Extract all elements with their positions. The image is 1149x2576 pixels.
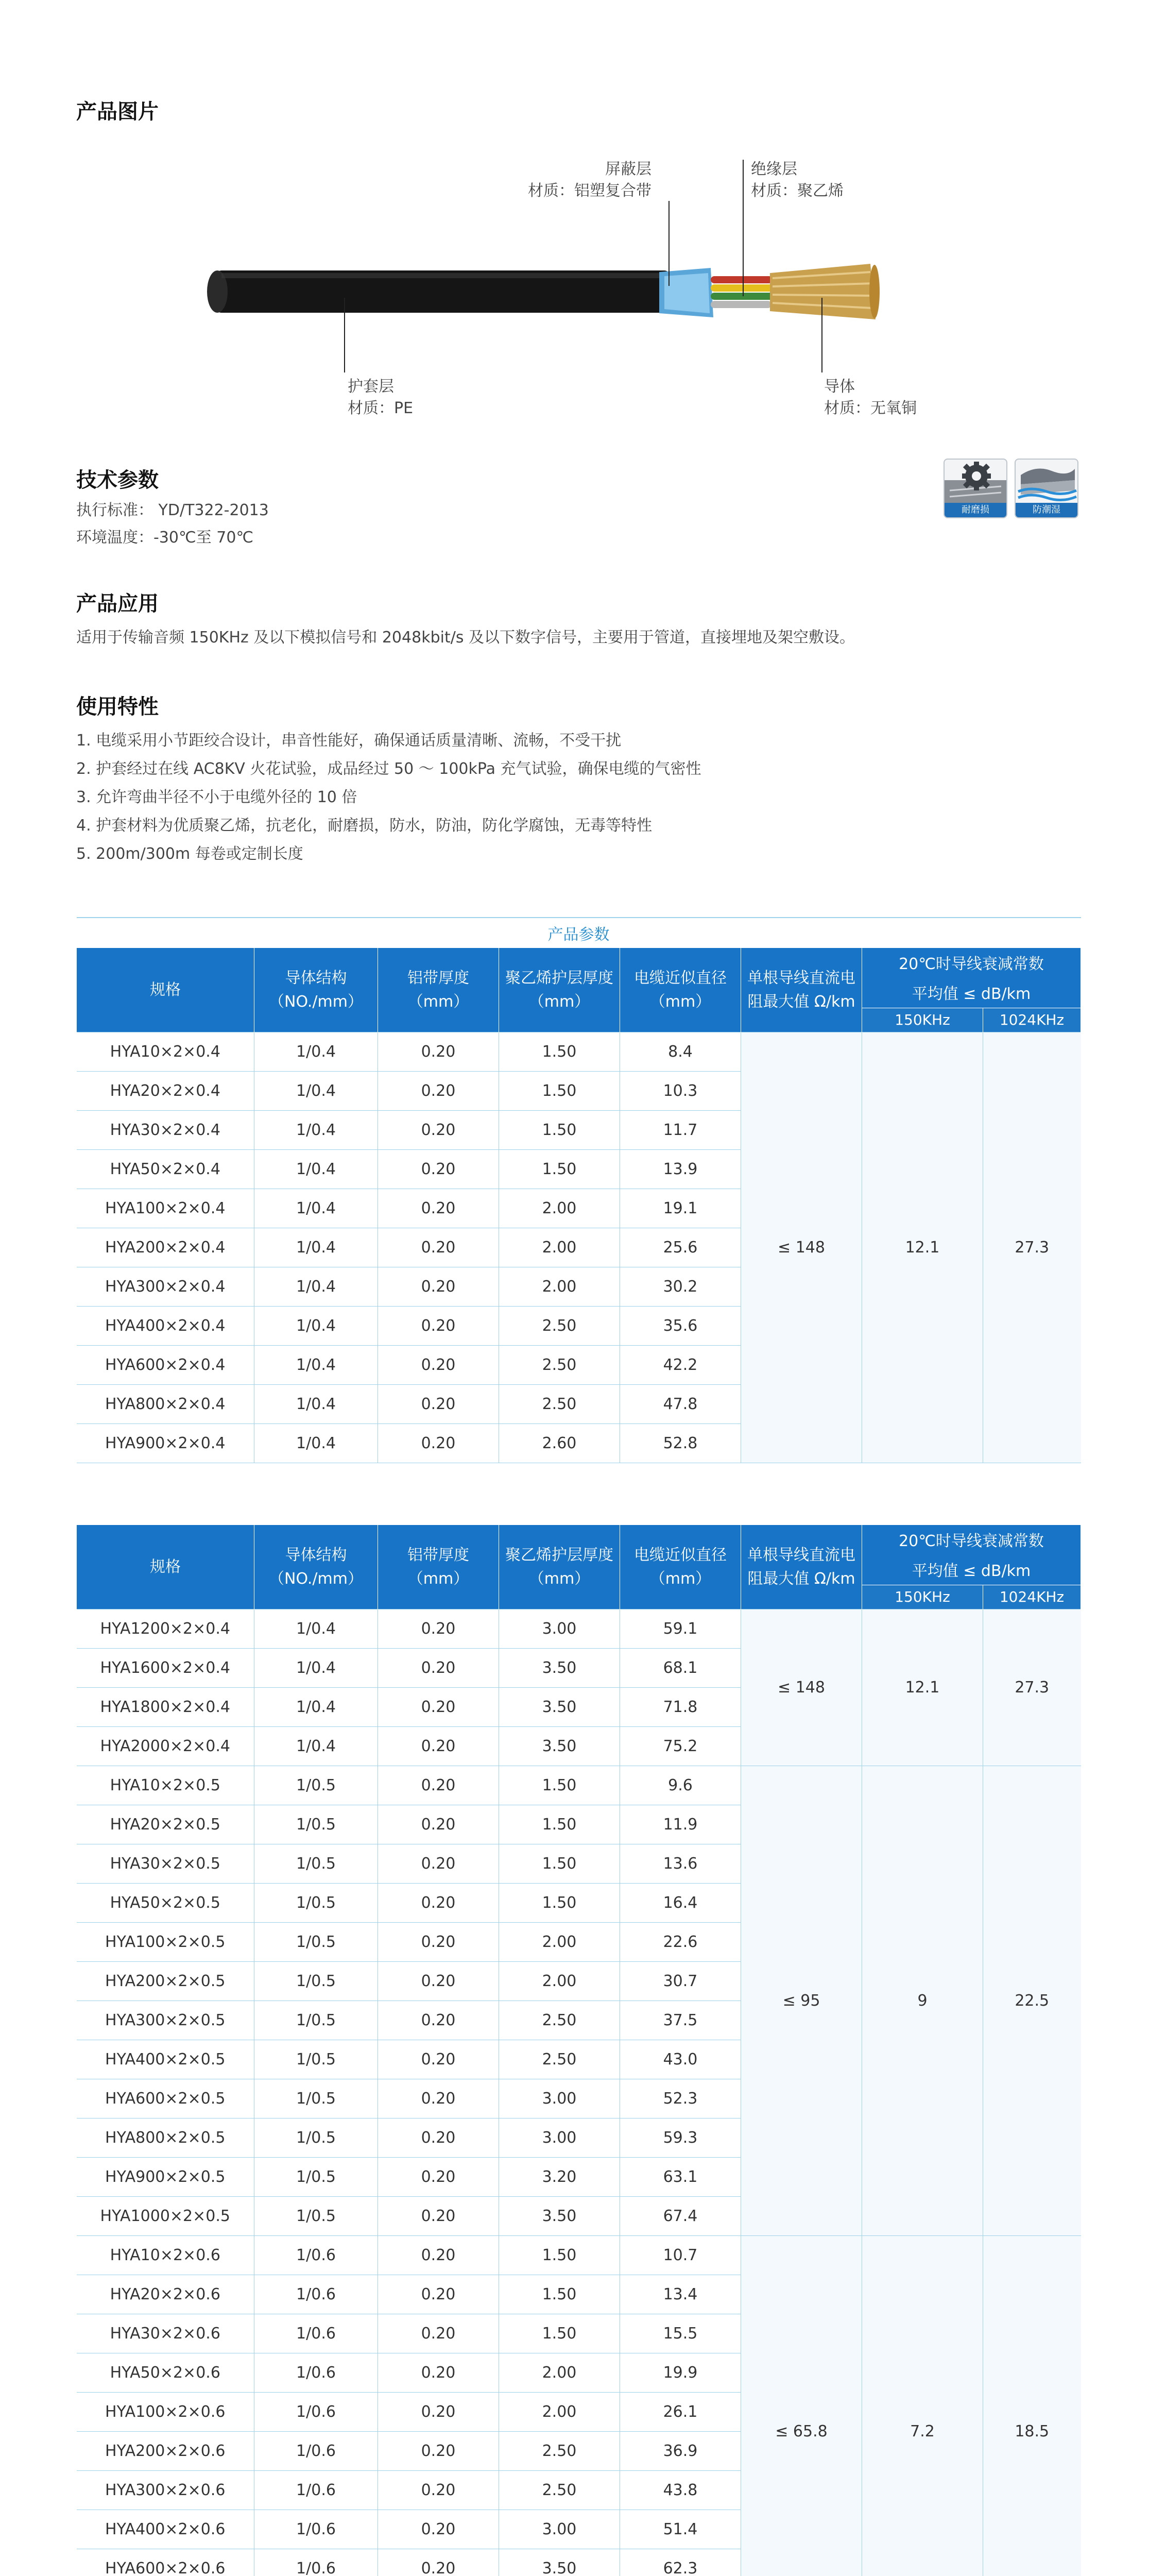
cell-od: 13.4: [620, 2275, 741, 2314]
cell-conductor: 1/0.4: [254, 1032, 378, 1072]
cell-od: 52.8: [620, 1424, 741, 1463]
cell-pe: 3.00: [499, 2079, 620, 2119]
cell-conductor: 1/0.4: [254, 1072, 378, 1111]
cell-od: 22.6: [620, 1923, 741, 1962]
cell-conductor: 1/0.4: [254, 1307, 378, 1346]
cell-conductor: 1/0.6: [254, 2471, 378, 2510]
cell-conductor: 1/0.4: [254, 1228, 378, 1267]
cell-foil: 0.20: [378, 1346, 499, 1385]
cell-foil: 0.20: [378, 2314, 499, 2353]
tech-standard: 执行标准： YD/T322-2013: [76, 501, 269, 519]
feature-item-5: 5. 200m/300m 每卷或定制长度: [76, 845, 303, 863]
callout-shield-material: 材质：铝塑复合带: [528, 182, 651, 200]
cell-pe: 2.50: [499, 2471, 620, 2510]
cell-conductor: 1/0.4: [254, 1688, 378, 1727]
cell-spec: HYA600×2×0.6: [77, 2549, 254, 2576]
cell-od: 19.9: [620, 2353, 741, 2393]
cell-pe: 1.50: [499, 2275, 620, 2314]
cell-foil: 0.20: [378, 1189, 499, 1228]
cell-foil: 0.20: [378, 2119, 499, 2158]
cell-pe: 2.00: [499, 1189, 620, 1228]
cell-pe: 2.00: [499, 2353, 620, 2393]
cell-conductor: 1/0.5: [254, 2197, 378, 2236]
cell-spec: HYA10×2×0.6: [77, 2236, 254, 2275]
cell-spec: HYA20×2×0.4: [77, 1072, 254, 1111]
cell-conductor: 1/0.4: [254, 1385, 378, 1424]
cell-foil: 0.20: [378, 1307, 499, 1346]
cell-conductor: 1/0.5: [254, 1923, 378, 1962]
cell-spec: HYA30×2×0.5: [77, 1844, 254, 1884]
cell-pe: 2.60: [499, 1424, 620, 1463]
cell-conductor: 1/0.6: [254, 2432, 378, 2471]
cell-od: 42.2: [620, 1346, 741, 1385]
cell-pe: 1.50: [499, 1805, 620, 1844]
section-title-tech: 技术参数: [76, 468, 159, 492]
callout-insulation: [751, 159, 844, 202]
cell-spec: HYA50×2×0.6: [77, 2353, 254, 2393]
cell-conductor: 1/0.5: [254, 2079, 378, 2119]
cell-spec: HYA900×2×0.4: [77, 1424, 254, 1463]
gear-icon: [945, 460, 1006, 503]
cell-pe: 3.50: [499, 1688, 620, 1727]
cell-spec: HYA200×2×0.6: [77, 2432, 254, 2471]
cell-od: 51.4: [620, 2510, 741, 2549]
water-resistant-icon: [1016, 460, 1077, 503]
callout-jacket: [348, 376, 413, 419]
section-title-features: 使用特性: [76, 695, 159, 719]
cell-dcr: ≤ 148: [741, 1032, 862, 1463]
cell-od: 35.6: [620, 1307, 741, 1346]
cell-spec: HYA10×2×0.4: [77, 1032, 254, 1072]
cell-pe: 3.50: [499, 2549, 620, 2576]
cell-foil: 0.20: [378, 1962, 499, 2001]
cell-od: 59.1: [620, 1609, 741, 1649]
cell-spec: HYA900×2×0.5: [77, 2158, 254, 2197]
cell-foil: 0.20: [378, 1688, 499, 1727]
cell-spec: HYA100×2×0.5: [77, 1923, 254, 1962]
cell-atten-150: 12.1: [862, 1032, 983, 1463]
cell-conductor: 1/0.4: [254, 1346, 378, 1385]
cell-conductor: 1/0.5: [254, 2040, 378, 2079]
cell-foil: 0.20: [378, 1923, 499, 1962]
callout-jacket-material: 材质：PE: [348, 399, 414, 417]
cell-foil: 0.20: [378, 1609, 499, 1649]
cell-od: 8.4: [620, 1032, 741, 1072]
cell-pe: 1.50: [499, 1884, 620, 1923]
cell-pe: 2.00: [499, 1267, 620, 1307]
cell-atten-150: 7.2: [862, 2236, 983, 2576]
cell-conductor: 1/0.6: [254, 2353, 378, 2393]
cell-dcr: ≤ 148: [741, 1609, 862, 1766]
cell-spec: HYA600×2×0.5: [77, 2079, 254, 2119]
col-header-foil: 铝带厚度 （mm）: [378, 1525, 499, 1609]
cell-pe: 1.50: [499, 1111, 620, 1150]
cell-pe: 3.50: [499, 2197, 620, 2236]
cable-illustration: [206, 242, 896, 340]
cell-foil: 0.20: [378, 2158, 499, 2197]
col-header-pe: 聚乙烯护层厚度 （mm）: [499, 948, 620, 1032]
cell-spec: HYA800×2×0.4: [77, 1385, 254, 1424]
cell-atten-1024: 18.5: [983, 2236, 1081, 2576]
cell-foil: 0.20: [378, 1267, 499, 1307]
cell-conductor: 1/0.6: [254, 2549, 378, 2576]
cell-foil: 0.20: [378, 2549, 499, 2576]
cell-spec: HYA50×2×0.5: [77, 1884, 254, 1923]
cell-foil: 0.20: [378, 1150, 499, 1189]
cell-spec: HYA10×2×0.5: [77, 1766, 254, 1805]
cell-od: 16.4: [620, 1884, 741, 1923]
cell-foil: 0.20: [378, 2079, 499, 2119]
cell-foil: 0.20: [378, 1766, 499, 1805]
cell-foil: 0.20: [378, 2353, 499, 2393]
col-header-conductor: 导体结构 （NO./mm）: [254, 948, 378, 1032]
cell-od: 47.8: [620, 1385, 741, 1424]
cell-pe: 1.50: [499, 2314, 620, 2353]
cell-spec: HYA400×2×0.5: [77, 2040, 254, 2079]
cell-od: 10.3: [620, 1072, 741, 1111]
cell-od: 67.4: [620, 2197, 741, 2236]
cell-conductor: 1/0.6: [254, 2275, 378, 2314]
cell-dcr: ≤ 95: [741, 1766, 862, 2236]
cell-conductor: 1/0.6: [254, 2236, 378, 2275]
cell-od: 43.0: [620, 2040, 741, 2079]
cell-pe: 2.50: [499, 1385, 620, 1424]
cell-pe: 3.50: [499, 1649, 620, 1688]
callout-conductor-material: 材质：无氧铜: [824, 399, 917, 417]
callout-jacket-title: 护套层: [348, 378, 394, 396]
col-header-atten-sub: 平均值 ≤ dB/km: [862, 981, 1081, 1008]
moisture-proof-badge: [1015, 459, 1078, 518]
cell-conductor: 1/0.4: [254, 1424, 378, 1463]
cell-pe: 3.00: [499, 2510, 620, 2549]
leader-line-jacket: [344, 298, 345, 372]
col-header-150khz: 150KHz: [862, 1008, 983, 1032]
cell-od: 26.1: [620, 2393, 741, 2432]
cell-spec: HYA300×2×0.5: [77, 2001, 254, 2040]
cell-conductor: 1/0.6: [254, 2393, 378, 2432]
cell-spec: HYA30×2×0.6: [77, 2314, 254, 2353]
cell-spec: HYA30×2×0.4: [77, 1111, 254, 1150]
cell-foil: 0.20: [378, 1072, 499, 1111]
cell-spec: HYA20×2×0.6: [77, 2275, 254, 2314]
cell-conductor: 1/0.4: [254, 1727, 378, 1766]
cell-spec: HYA1000×2×0.5: [77, 2197, 254, 2236]
cell-od: 19.1: [620, 1189, 741, 1228]
cell-pe: 2.00: [499, 2393, 620, 2432]
col-header-pe: 聚乙烯护层厚度 （mm）: [499, 1525, 620, 1609]
feature-item-3: 3. 允许弯曲半径不小于电缆外径的 10 倍: [76, 788, 357, 806]
spec-table-1: [76, 917, 1081, 1463]
callout-conductor-title: 导体: [824, 378, 855, 396]
cell-od: 59.3: [620, 2119, 741, 2158]
cell-spec: HYA2000×2×0.4: [77, 1727, 254, 1766]
section-title-application: 产品应用: [76, 592, 159, 616]
cell-pe: 1.50: [499, 1766, 620, 1805]
cell-od: 63.1: [620, 2158, 741, 2197]
cell-od: 75.2: [620, 1727, 741, 1766]
cell-spec: HYA600×2×0.4: [77, 1346, 254, 1385]
callout-insulation-material: 材质：聚乙烯: [751, 182, 844, 200]
col-header-conductor: 导体结构 （NO./mm）: [254, 1525, 378, 1609]
cell-od: 9.6: [620, 1766, 741, 1805]
cell-dcr: ≤ 65.8: [741, 2236, 862, 2576]
cell-spec: HYA1600×2×0.4: [77, 1649, 254, 1688]
cell-spec: HYA400×2×0.4: [77, 1307, 254, 1346]
cell-foil: 0.20: [378, 2471, 499, 2510]
cell-foil: 0.20: [378, 1649, 499, 1688]
section-title-product-image: 产品图片: [76, 100, 159, 124]
cell-foil: 0.20: [378, 2236, 499, 2275]
table-row: [77, 1766, 1081, 1805]
cell-conductor: 1/0.5: [254, 1884, 378, 1923]
cell-foil: 0.20: [378, 2001, 499, 2040]
cell-pe: 2.50: [499, 2432, 620, 2471]
leader-line-shield: [668, 201, 670, 286]
cell-conductor: 1/0.5: [254, 1805, 378, 1844]
cell-conductor: 1/0.5: [254, 1962, 378, 2001]
leader-line-conductor: [821, 298, 822, 372]
cell-spec: HYA300×2×0.6: [77, 2471, 254, 2510]
cell-spec: HYA300×2×0.4: [77, 1267, 254, 1307]
col-header-od: 电缆近似直径 （mm）: [620, 1525, 741, 1609]
cell-pe: 1.50: [499, 1844, 620, 1884]
leader-line-insulation: [743, 160, 744, 296]
cell-atten-1024: 27.3: [983, 1032, 1081, 1463]
cell-pe: 3.00: [499, 1609, 620, 1649]
cell-spec: HYA100×2×0.6: [77, 2393, 254, 2432]
cell-atten-1024: 27.3: [983, 1609, 1081, 1766]
cell-od: 11.7: [620, 1111, 741, 1150]
cell-spec: HYA200×2×0.5: [77, 1962, 254, 2001]
cell-spec: HYA400×2×0.6: [77, 2510, 254, 2549]
cell-od: 30.7: [620, 1962, 741, 2001]
col-header-spec: 规格: [77, 1525, 254, 1609]
cell-foil: 0.20: [378, 1727, 499, 1766]
cell-od: 13.6: [620, 1844, 741, 1884]
cell-od: 25.6: [620, 1228, 741, 1267]
cell-foil: 0.20: [378, 2432, 499, 2471]
cell-conductor: 1/0.4: [254, 1267, 378, 1307]
table-caption: 产品参数: [77, 918, 1081, 948]
table-row: [77, 1609, 1081, 1649]
cell-pe: 2.50: [499, 2040, 620, 2079]
feature-item-2: 2. 护套经过在线 AC8KV 火花试验，成品经过 50 ～ 100kPa 充气试验，确保电缆的气密性: [76, 760, 701, 778]
cell-foil: 0.20: [378, 2040, 499, 2079]
col-header-atten-sub: 平均值 ≤ dB/km: [862, 1558, 1081, 1585]
callout-shield-title: 屏蔽层: [605, 160, 651, 178]
cell-pe: 2.50: [499, 1307, 620, 1346]
cell-conductor: 1/0.4: [254, 1150, 378, 1189]
cell-foil: 0.20: [378, 1385, 499, 1424]
cell-foil: 0.20: [378, 1805, 499, 1844]
cell-od: 15.5: [620, 2314, 741, 2353]
cell-pe: 3.50: [499, 1727, 620, 1766]
cell-spec: HYA1200×2×0.4: [77, 1609, 254, 1649]
cell-spec: HYA200×2×0.4: [77, 1228, 254, 1267]
feature-item-4: 4. 护套材料为优质聚乙烯，抗老化，耐磨损，防水，防油，防化学腐蚀，无毒等特性: [76, 817, 653, 835]
cell-pe: 2.00: [499, 1923, 620, 1962]
col-header-dcr: 单根导线直流电 阻最大值 Ω/km: [741, 1525, 862, 1609]
cell-pe: 2.00: [499, 1228, 620, 1267]
cell-pe: 1.50: [499, 1150, 620, 1189]
col-header-foil: 铝带厚度 （mm）: [378, 948, 499, 1032]
application-text: 适用于传输音频 150KHz 及以下模拟信号和 2048kbit/s 及以下数字信号，主要用于管道，直接埋地及架空敷设。: [76, 629, 855, 647]
cell-pe: 1.50: [499, 2236, 620, 2275]
wear-resistant-badge: [944, 459, 1007, 518]
cell-atten-150: 9: [862, 1766, 983, 2236]
cell-foil: 0.20: [378, 2510, 499, 2549]
cell-foil: 0.20: [378, 1424, 499, 1463]
spec-table-2: [76, 1525, 1081, 2576]
cell-conductor: 1/0.4: [254, 1189, 378, 1228]
callout-conductor: [824, 376, 917, 419]
cell-conductor: 1/0.5: [254, 1844, 378, 1884]
col-header-150khz: 150KHz: [862, 1585, 983, 1609]
cell-foil: 0.20: [378, 1884, 499, 1923]
cell-od: 62.3: [620, 2549, 741, 2576]
cell-foil: 0.20: [378, 1032, 499, 1072]
cell-od: 36.9: [620, 2432, 741, 2471]
cell-atten-150: 12.1: [862, 1609, 983, 1766]
table-row: [77, 2236, 1081, 2275]
feature-item-1: 1. 电缆采用小节距绞合设计，串音性能好，确保通话质量清晰、流畅，不受干扰: [76, 732, 622, 750]
tech-temperature: 环境温度：-30℃至 70℃: [76, 529, 254, 547]
cell-pe: 1.50: [499, 1072, 620, 1111]
badge-label-moisture: 防潮湿: [1016, 503, 1077, 517]
col-header-1024khz: 1024KHz: [983, 1008, 1081, 1032]
cell-od: 10.7: [620, 2236, 741, 2275]
cell-od: 68.1: [620, 1649, 741, 1688]
callout-shield: [528, 159, 651, 202]
cell-od: 43.8: [620, 2471, 741, 2510]
cell-pe: 2.50: [499, 1346, 620, 1385]
cell-od: 30.2: [620, 1267, 741, 1307]
cell-pe: 1.50: [499, 1032, 620, 1072]
cell-foil: 0.20: [378, 2275, 499, 2314]
cell-conductor: 1/0.6: [254, 2510, 378, 2549]
cell-od: 52.3: [620, 2079, 741, 2119]
cell-conductor: 1/0.6: [254, 2314, 378, 2353]
cell-spec: HYA100×2×0.4: [77, 1189, 254, 1228]
cell-foil: 0.20: [378, 1228, 499, 1267]
col-header-dcr: 单根导线直流电 阻最大值 Ω/km: [741, 948, 862, 1032]
cell-foil: 0.20: [378, 2393, 499, 2432]
badge-label-wear: 耐磨损: [945, 503, 1006, 517]
cell-conductor: 1/0.5: [254, 2158, 378, 2197]
cell-pe: 3.00: [499, 2119, 620, 2158]
cell-od: 11.9: [620, 1805, 741, 1844]
cell-conductor: 1/0.5: [254, 2001, 378, 2040]
cell-spec: HYA1800×2×0.4: [77, 1688, 254, 1727]
cell-spec: HYA50×2×0.4: [77, 1150, 254, 1189]
cell-foil: 0.20: [378, 1844, 499, 1884]
cell-foil: 0.20: [378, 2197, 499, 2236]
cell-od: 71.8: [620, 1688, 741, 1727]
cell-conductor: 1/0.4: [254, 1609, 378, 1649]
table-row: [77, 1032, 1081, 1072]
cell-conductor: 1/0.4: [254, 1111, 378, 1150]
cell-conductor: 1/0.5: [254, 1766, 378, 1805]
cell-pe: 2.00: [499, 1962, 620, 2001]
col-header-spec: 规格: [77, 948, 254, 1032]
cell-conductor: 1/0.5: [254, 2119, 378, 2158]
cell-spec: HYA20×2×0.5: [77, 1805, 254, 1844]
col-header-atten: 20℃时导线衰减常数: [862, 948, 1081, 981]
callout-insulation-title: 绝缘层: [751, 160, 797, 178]
col-header-od: 电缆近似直径 （mm）: [620, 948, 741, 1032]
cell-od: 37.5: [620, 2001, 741, 2040]
cell-atten-1024: 22.5: [983, 1766, 1081, 2236]
cell-conductor: 1/0.4: [254, 1649, 378, 1688]
cell-pe: 3.20: [499, 2158, 620, 2197]
cell-pe: 2.50: [499, 2001, 620, 2040]
col-header-1024khz: 1024KHz: [983, 1585, 1081, 1609]
col-header-atten: 20℃时导线衰减常数: [862, 1525, 1081, 1558]
cell-foil: 0.20: [378, 1111, 499, 1150]
cell-spec: HYA800×2×0.5: [77, 2119, 254, 2158]
cell-od: 13.9: [620, 1150, 741, 1189]
